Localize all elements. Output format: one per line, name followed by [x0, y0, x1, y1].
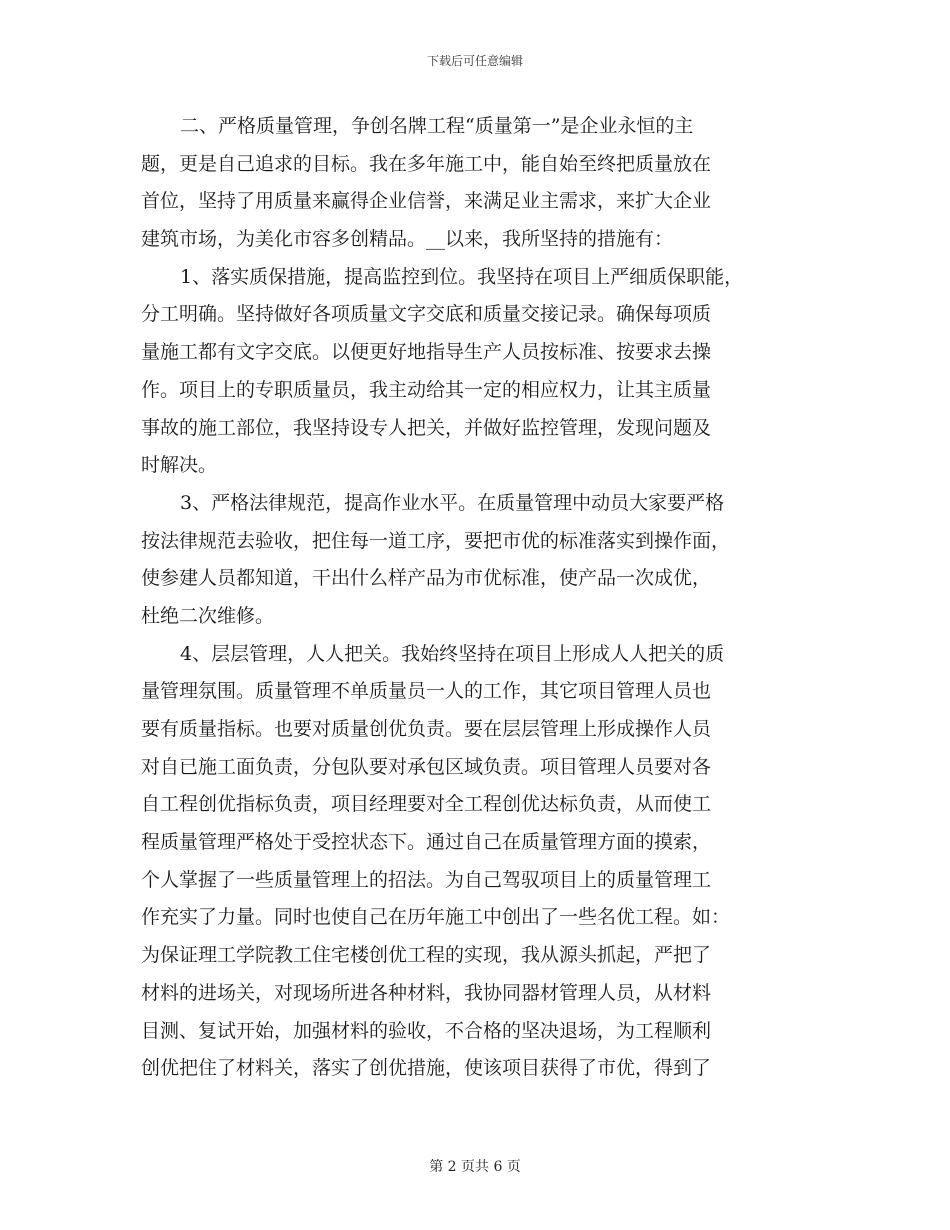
text-line: 目测、复试开始，加强材料的验收，不合格的坚决退场，为工程顺利 — [141, 1019, 712, 1042]
text-line: 个人掌握了一些质量管理上的招法。为自己驾驭项目上的质量管理工 — [141, 868, 712, 891]
text-line: 分工明确。坚持做好各项质量文字交底和质量交接记录。确保每项质 — [141, 303, 712, 326]
text-line: 为保证理工学院教工住宅楼创优工程的实现，我从源头抓起，严把了 — [141, 944, 712, 967]
text-line: 4、层层管理，人人把关。我始终坚持在项目上形成人人把关的质 — [180, 642, 725, 665]
text-line: 时解决。 — [141, 454, 218, 477]
text-line: 量施工都有文字交底。以便更好地指导生产人员按标准、按要求去操 — [141, 341, 712, 364]
text-line: 作充实了力量。同时也使自己在历年施工中创出了一些名优工程。如： — [141, 906, 731, 929]
text-line: 程质量管理严格处于受控状态下。通过自己在质量管理方面的摸索， — [141, 831, 712, 854]
text-line: 创优把住了材料关，落实了创优措施，使该项目获得了市优，得到了 — [141, 1057, 712, 1080]
text-line: 建筑市场，为美化市容多创精品。__以来，我所坚持的措施有： — [141, 228, 674, 251]
text-line: 要有质量指标。也要对质量创优负责。要在层层管理上形成操作人员 — [141, 718, 712, 740]
text-line: 3、严格法律规范，提高作业水平。在质量管理中动员大家要严格 — [180, 491, 725, 514]
text-line: 事故的施工部位，我坚持设专人把关，并做好监控管理，发现问题及 — [141, 416, 712, 439]
text-line: 按法律规范去验收，把住每一道工序，要把市优的标准落实到操作面， — [141, 529, 731, 552]
page-number: 第 2 页共 6 页 — [429, 1159, 521, 1175]
text-line: 二、严格质量管理，争创名牌工程“质量第一”是企业永恒的主 — [180, 115, 694, 137]
text-line: 题，更是自己追求的目标。我在多年施工中，能自始至终把质量放在 — [141, 152, 712, 175]
text-line: 1、落实质保措施，提高监控到位。我坚持在项目上严细质保职能， — [180, 265, 744, 288]
text-line: 使参建人员都知道，干出什么样产品为市优标准，使产品一次成优， — [141, 567, 712, 590]
text-line: 首位，坚持了用质量来赢得企业信誉，来满足业主需求，来扩大企业 — [141, 190, 712, 213]
text-line: 自工程创优指标负责，项目经理要对全工程创优达标负责，从而使工 — [141, 793, 712, 816]
document-body — [141, 108, 831, 1088]
text-line: 对自已施工面负责，分包队要对承包区域负责。项目管理人员要对各 — [141, 755, 712, 778]
text-line: 材料的进场关，对现场所进各种材料，我协同器材管理人员，从材料 — [141, 981, 712, 1004]
text-line: 量管理氛围。质量管理不单质量员一人的工作，其它项目管理人员也 — [141, 680, 712, 703]
text-line: 杜绝二次维修。 — [141, 604, 275, 627]
page-header-note: 下载后可任意编辑 — [426, 54, 523, 68]
text-line: 作。项目上的专职质量员，我主动给其一定的相应权力，让其主质量 — [141, 378, 712, 401]
